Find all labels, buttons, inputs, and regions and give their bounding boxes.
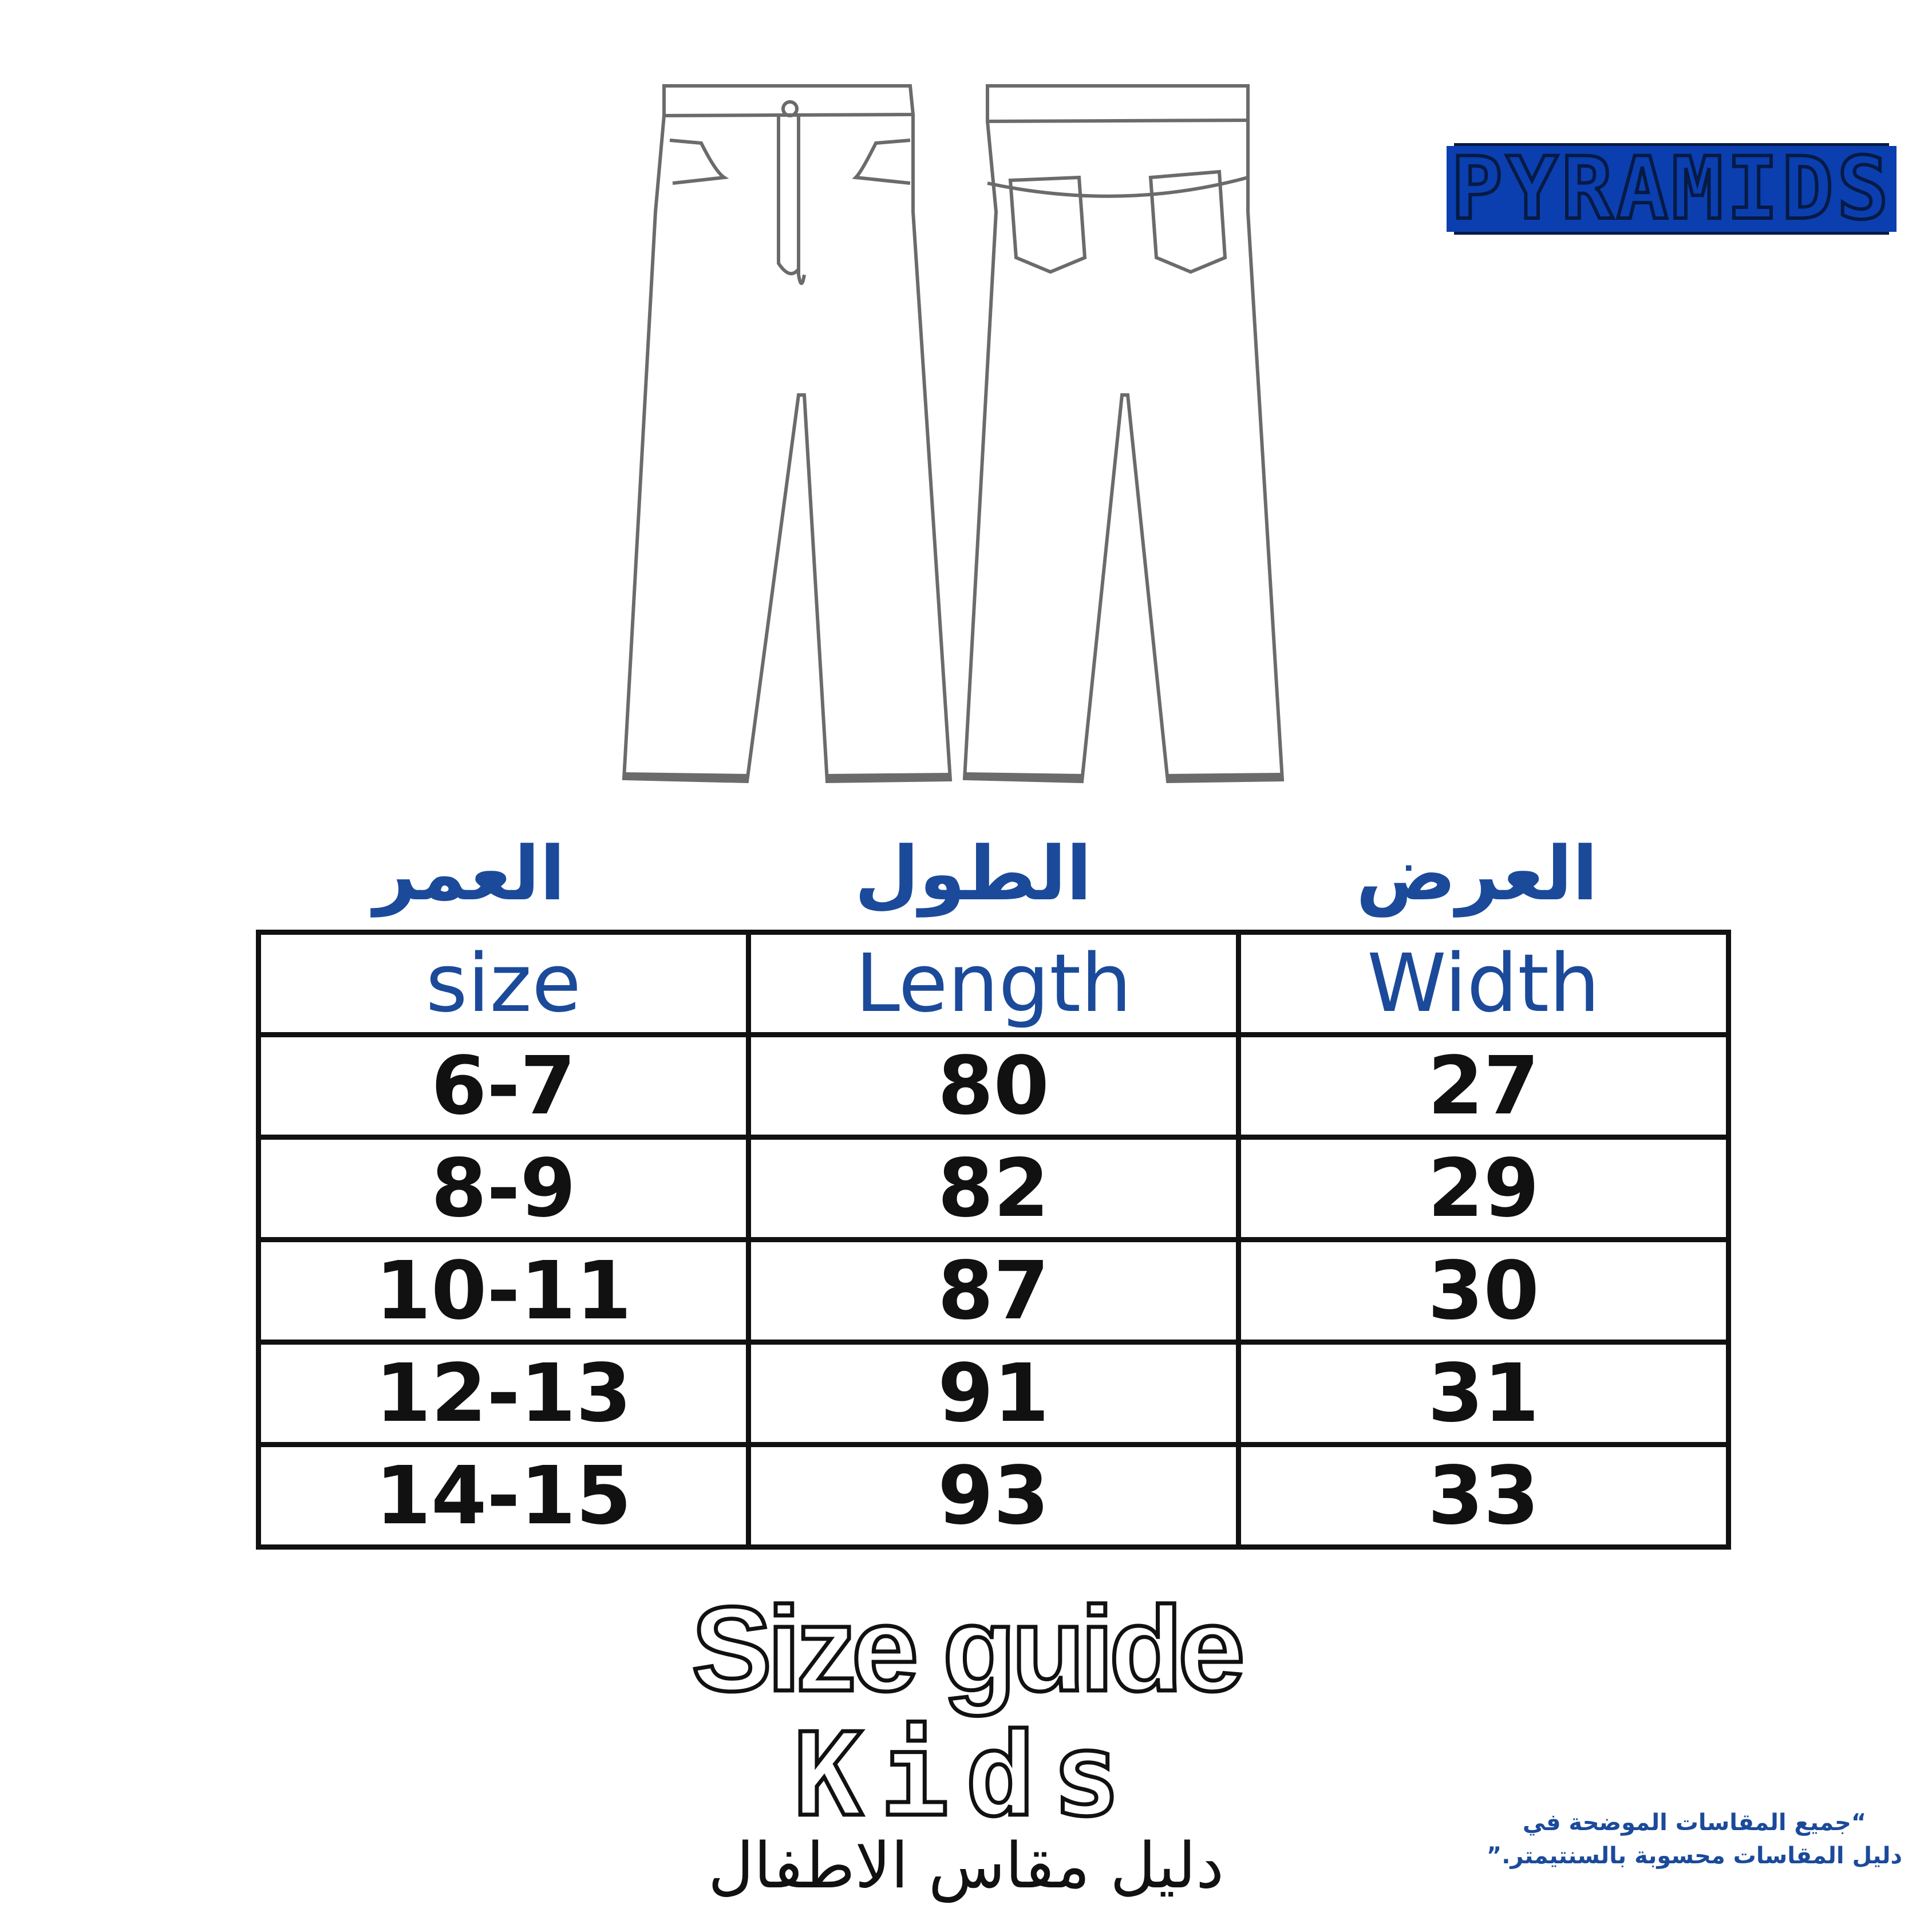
note-line-2: دليل المقاسات محسوبة بالسنتيمتر.” bbox=[1486, 1843, 1903, 1869]
cell-size: 10-11 bbox=[259, 1240, 749, 1342]
jeans-front-back-illustration bbox=[601, 74, 1345, 801]
pyramids-logo bbox=[1451, 139, 1893, 239]
jeans-back-icon bbox=[965, 86, 1282, 781]
table-row bbox=[259, 1342, 1729, 1445]
cell-size: 12-13 bbox=[259, 1342, 749, 1445]
table-header-row bbox=[259, 933, 1729, 1035]
cell-width: 31 bbox=[1239, 1342, 1729, 1445]
kids-subtitle: Kids bbox=[793, 1709, 1139, 1842]
cell-length: 93 bbox=[749, 1445, 1239, 1547]
note-line-1: “جميع المقاسات الموضحة في bbox=[1522, 1809, 1867, 1836]
column-header-size: size bbox=[259, 933, 749, 1035]
cell-length: 87 bbox=[749, 1240, 1239, 1342]
column-header-width: Width bbox=[1239, 933, 1729, 1035]
table-row bbox=[259, 1035, 1729, 1137]
heading-age-ar: العمر bbox=[373, 830, 566, 917]
cell-length: 91 bbox=[749, 1342, 1239, 1445]
cell-width: 30 bbox=[1239, 1240, 1729, 1342]
cell-length: 82 bbox=[749, 1137, 1239, 1240]
logo-text: PYRAMIDS bbox=[1447, 146, 1897, 232]
table-row bbox=[259, 1240, 1729, 1342]
cell-width: 27 bbox=[1239, 1035, 1729, 1137]
cell-size: 14-15 bbox=[259, 1445, 749, 1547]
cell-width: 33 bbox=[1239, 1445, 1729, 1547]
cell-length: 80 bbox=[749, 1035, 1239, 1137]
heading-width-ar: العرض bbox=[1356, 830, 1598, 917]
table-row bbox=[259, 1445, 1729, 1547]
column-header-length: Length bbox=[749, 933, 1239, 1035]
size-table bbox=[256, 930, 1731, 1550]
jeans-front-icon bbox=[624, 86, 950, 781]
heading-length-ar: الطول bbox=[854, 830, 1092, 917]
arabic-title: دليل مقاس الاطفال bbox=[708, 1829, 1224, 1902]
size-guide-title: Size guide bbox=[692, 1582, 1240, 1716]
measurement-note bbox=[1465, 1806, 1923, 1872]
cell-width: 29 bbox=[1239, 1137, 1729, 1240]
cell-size: 6-7 bbox=[259, 1035, 749, 1137]
table-row bbox=[259, 1137, 1729, 1240]
cell-size: 8-9 bbox=[259, 1137, 749, 1240]
